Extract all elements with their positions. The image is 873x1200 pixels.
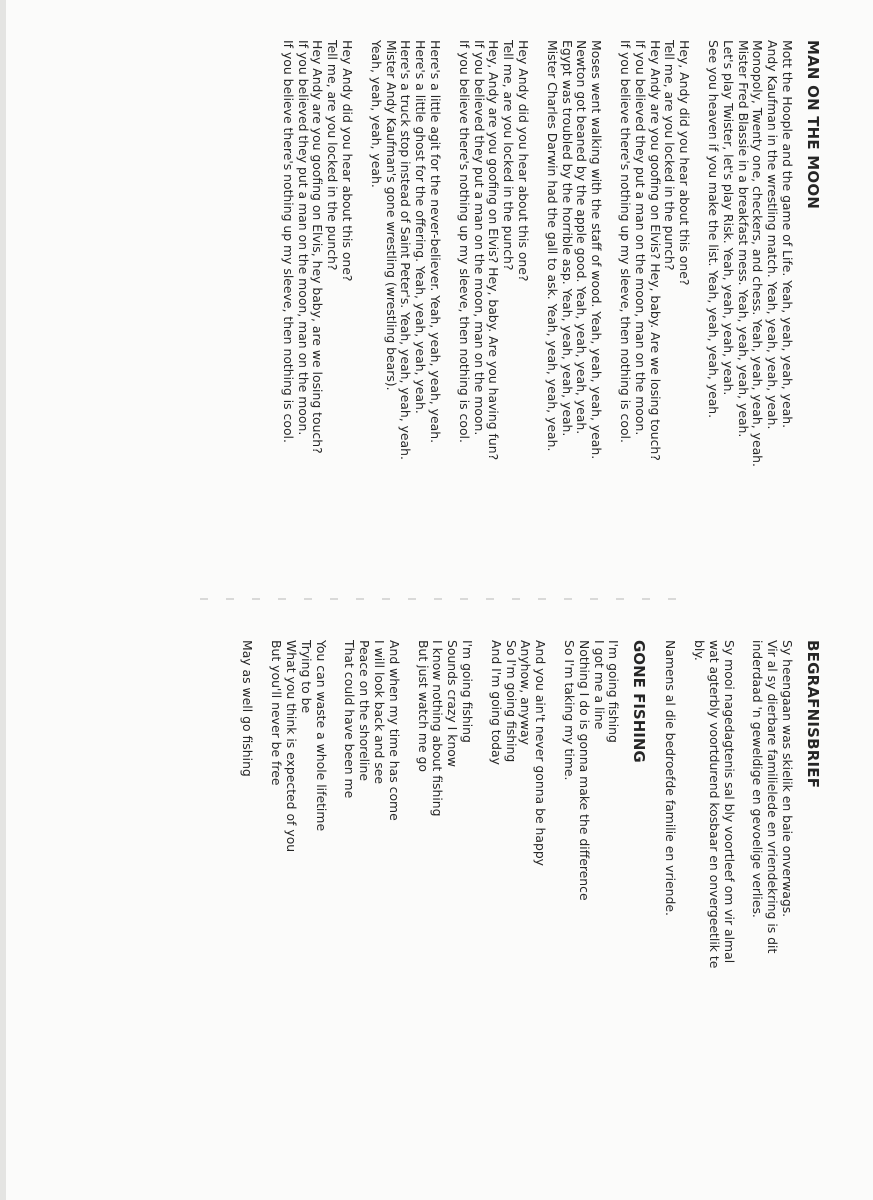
- lyric-line: May as well go fishing: [240, 640, 256, 777]
- lyric-line: See you heaven if you make the list. Yeah, yeah, yeah, yeah.: [706, 40, 722, 419]
- lyric-line: Let's play Twister, let's play Risk. Yeah, yeah, yeah, yeah.: [720, 40, 736, 396]
- lyric-line: Hey, Andy are you goofing on Elvis? Hey, baby. Are you having fun?: [486, 40, 502, 461]
- lyric-line: If you believed they put a man on the moon, man on the moon.: [471, 40, 487, 436]
- notice-line: Namens al die bedroefde familie en vriende.: [663, 640, 679, 916]
- lyric-line: Nothing I do is gonna make the difference: [576, 640, 592, 901]
- notice-paragraph: [750, 640, 794, 1160]
- lyric-line: Tell me, are you locked in the punch?: [325, 40, 341, 271]
- lyric-line: Hey Andy are you goofing on Elvis, hey baby, are we losing touch?: [310, 40, 326, 454]
- lyric-line: And you ain't never gonna be happy: [533, 640, 549, 867]
- lyric-line: I will look back and see: [372, 640, 388, 785]
- lyric-line: Sounds crazy I know: [445, 640, 461, 768]
- lyric-line: I'm going fishing: [460, 640, 476, 743]
- lyric-line: If you believe there's nothing up my sleeve, then nothing is cool.: [618, 40, 634, 443]
- lyric-line: That could have been me: [342, 640, 358, 799]
- lyrics-stanza: [268, 640, 327, 1160]
- page-edge-shadow: [0, 0, 6, 1200]
- lyrics-stanza: [617, 40, 691, 580]
- lyrics-stanza: [342, 640, 401, 1160]
- lyrics-stanza: [415, 640, 474, 1160]
- lyric-line: I got me a line: [591, 640, 607, 730]
- lyric-line: Trying to be: [298, 640, 314, 714]
- lyric-line: But you'll never be free: [269, 640, 285, 786]
- lyric-line: So I'm taking my time.: [562, 640, 578, 781]
- lyric-line: And I'm going today: [488, 640, 504, 765]
- lyric-line: Hey Andy are you goofing on Elvis? Hey, baby. Are we losing touch?: [647, 40, 663, 461]
- notice-line: wat agterbly voortdurend kosbaar en onvergeetlik te: [706, 640, 722, 969]
- lyric-line: Here's a truck stop instead of Saint Peter's. Yeah, yeah, yeah, yeah.: [398, 40, 414, 460]
- notice-line: bly.: [692, 640, 708, 661]
- notice-paragraph: [691, 640, 735, 1160]
- notice-paragraph: [662, 640, 677, 1160]
- lyric-line: Tell me, are you locked in the punch?: [662, 40, 678, 271]
- lyrics-stanza: [456, 40, 530, 580]
- lyric-line: Egypt was troubled by the horrible asp. Yeah, yeah, yeah, yeah.: [559, 40, 575, 437]
- lyrics-stanza: [561, 640, 620, 1160]
- lyric-line: Tell me, are you locked in the punch?: [501, 40, 517, 271]
- lyrics-stanza: [368, 40, 442, 580]
- lyric-line: I'm going fishing: [606, 640, 622, 743]
- lyric-line: You can waste a whole lifetime: [313, 640, 329, 832]
- lyric-line: And when my time has come: [386, 640, 402, 821]
- lyric-line: Monopoly, Twenty one, checkers, and chess. Yeah, yeah, yeah, yeah.: [750, 40, 766, 467]
- lyric-line: Newton got beaned by the apple good. Yeah, yeah, yeah, yeah.: [574, 40, 590, 435]
- lyric-line: Mott the Hoople and the game of Life. Yeah, yeah, yeah, yeah.: [780, 40, 795, 429]
- lyric-line: Mister Andy Kaufman's gone wrestling (wrestling bears).: [383, 40, 399, 391]
- notice-line: Vir al sy dierbare familielede en vriendekring is dit: [765, 640, 781, 954]
- lyric-line: I know nothing about fishing: [430, 640, 446, 817]
- lyric-line: Mister Fred Blassie in a breakfast mess. Yeah, yeah, yeah, yeah.: [735, 40, 751, 438]
- lyric-line: Here's a little agit for the never-believer. Yeah, yeah, yeah, yeah.: [428, 40, 444, 444]
- funeral-letter-section: [226, 640, 822, 1160]
- lyric-line: If you believed they put a man on the moon, man on the moon.: [295, 40, 311, 436]
- notice-line: Sy heengaan was skielik en baie onverwags.: [780, 640, 795, 918]
- lyric-line: Peace on the shoreline: [357, 640, 373, 781]
- lyric-line: Hey Andy did you hear about this one?: [340, 40, 356, 282]
- lyrics-stanza: [705, 40, 794, 580]
- song-title-man-on-the-moon: MAN ON THE MOON: [804, 40, 822, 210]
- lyric-line: If you believe there's nothing up my sleeve, then nothing is cool.: [456, 40, 472, 443]
- lyric-line: Hey, Andy did you hear about this one?: [677, 40, 693, 286]
- lyric-line: If you believe there's nothing up my sleeve, then nothing is cool.: [280, 40, 296, 443]
- lyric-line: If you believed they put a man on the moon, man on the moon.: [632, 40, 648, 436]
- notice-line: Sy mooi nagedagtenis sal bly voortleef om vir almal: [721, 640, 737, 964]
- notice-title: BEGRAFNISBRIEF: [804, 640, 822, 789]
- man-on-the-moon-section: [266, 40, 822, 580]
- lyric-line: Here's a little ghost for the offering. Yeah, yeah, yeah, yeah.: [413, 40, 429, 414]
- notice-line: inderdaad 'n geweldige en gevoelige verlies.: [750, 640, 766, 918]
- fold-line: [200, 598, 680, 600]
- lyric-line: Mister Charles Darwin had the gall to ask. Yeah, yeah, yeah, yeah.: [544, 40, 560, 452]
- lyric-line: But just watch me go: [415, 640, 431, 772]
- lyrics-stanza: [488, 640, 547, 1160]
- song-title-gone-fishing: GONE FISHING: [630, 640, 649, 763]
- lyric-line: Anyhow, anyway: [518, 640, 534, 745]
- lyric-line: Yeah, yeah, yeah, yeah.: [368, 40, 384, 188]
- lyric-line: So I'm going fishing: [503, 640, 519, 763]
- lyric-line: Moses went walking with the staff of wood. Yeah, yeah, yeah, yeah.: [589, 40, 605, 460]
- lyrics-stanza: [544, 40, 603, 580]
- lyric-line: Andy Kaufman in the wrestling match. Yeah, yeah, yeah, yeah.: [765, 40, 781, 430]
- lyrics-stanza: [280, 40, 354, 580]
- lyrics-stanza: [240, 640, 255, 1160]
- lyric-line: What you think is expected of you: [284, 640, 300, 853]
- lyric-line: Hey Andy did you hear about this one?: [516, 40, 532, 282]
